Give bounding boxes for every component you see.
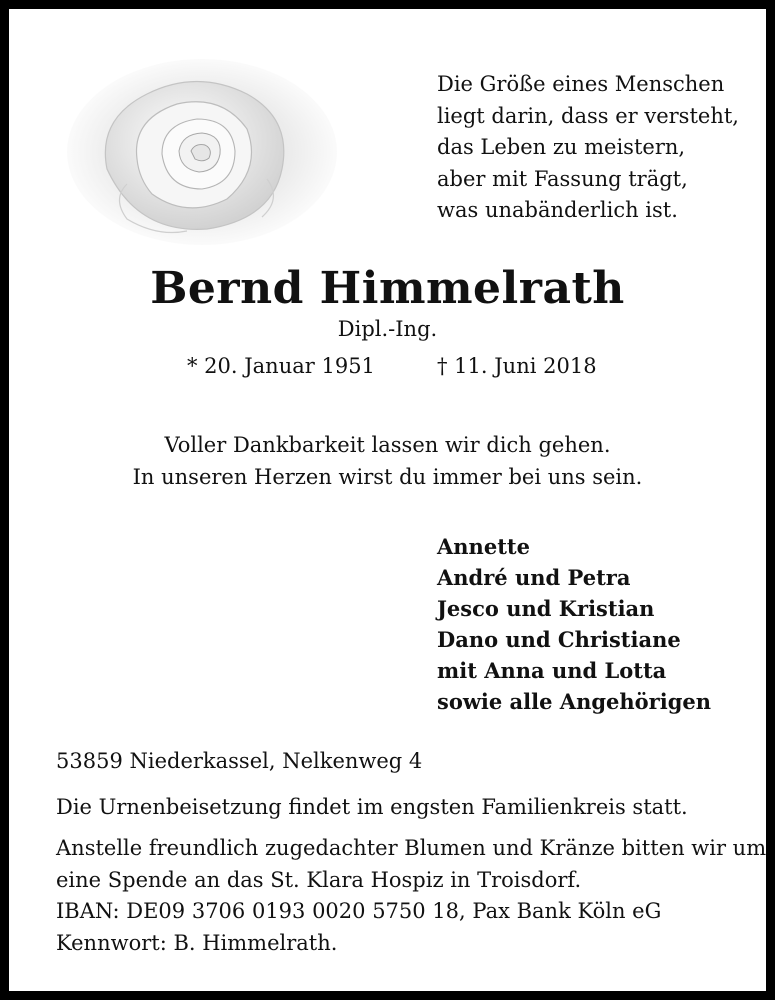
quote-line: Die Größe eines Menschen [437, 72, 725, 96]
birth-date: * 20. Januar 1951 [187, 354, 375, 378]
mourner: André und Petra [437, 565, 631, 590]
ceremony-note: Die Urnenbeisetzung findet im engsten Familienkreis statt. [56, 795, 688, 819]
donation-line: eine Spende an das St. Klara Hospiz in Troisdorf. [56, 867, 582, 892]
address: 53859 Niederkassel, Nelkenweg 4 [56, 749, 423, 773]
quote-line: liegt darin, dass er versteht, [437, 103, 739, 128]
donation-iban: IBAN: DE09 3706 0193 0020 5750 18, Pax Bank Köln eG [56, 899, 662, 923]
farewell-line: In unseren Herzen wirst du immer bei uns sein. [132, 465, 643, 489]
donation-note [56, 833, 766, 959]
donation-keyword: Kennwort: B. Himmelrath. [56, 930, 338, 955]
farewell-text [9, 429, 766, 493]
mourner: sowie alle Angehörigen [437, 689, 712, 714]
mourners-list [437, 531, 711, 717]
mourner: Jesco und Kristian [437, 596, 655, 621]
death-date: † 11. Juni 2018 [437, 354, 597, 378]
quote-line: was unabänderlich ist. [437, 198, 678, 222]
deceased-name: Bernd Himmelrath [150, 263, 625, 314]
white-rose-image [67, 59, 337, 245]
quote-line: aber mit Fassung trägt, [437, 166, 688, 191]
donation-line: Anstelle freundlich zugedachter Blumen und Kränze bitten wir um [56, 836, 767, 860]
quote [437, 69, 739, 227]
mourner: mit Anna und Lotta [437, 658, 667, 683]
farewell-line: Voller Dankbarkeit lassen wir dich gehen. [164, 433, 611, 457]
deceased-title: Dipl.-Ing. [337, 317, 438, 341]
quote-line: das Leben zu meistern, [437, 135, 686, 159]
mourner: Annette [437, 534, 530, 559]
mourner: Dano und Christiane [437, 627, 681, 652]
